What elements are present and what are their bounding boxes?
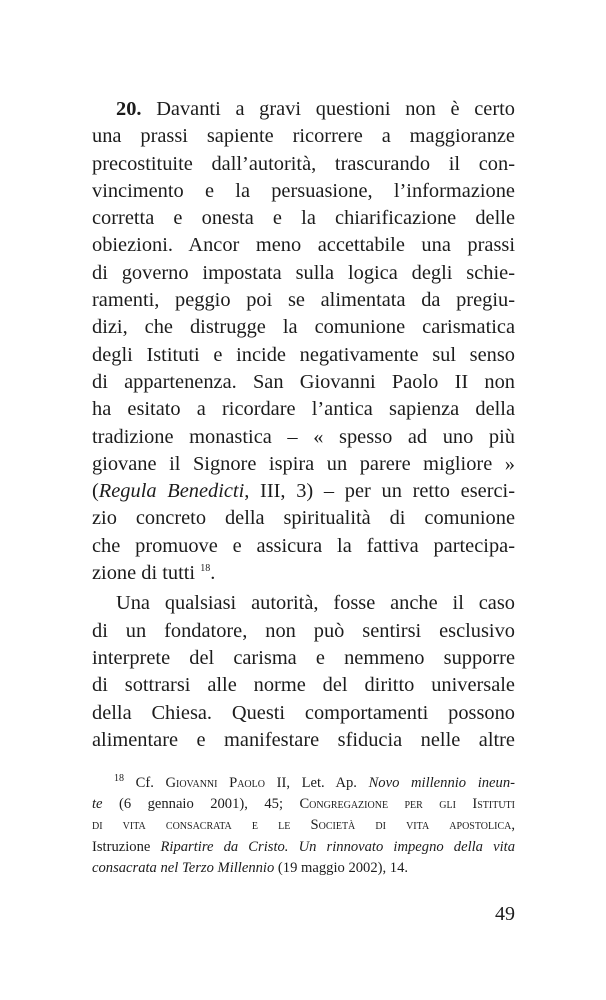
paragraph-line: Una qualsiasi autorità, fosse anche il caso <box>116 592 515 615</box>
cited-title: Regula Benedicti <box>98 480 245 503</box>
footnote-reference: 18 <box>200 563 211 575</box>
paragraph-line: precostituite dall’autorità, trascurando il con- <box>92 152 515 175</box>
paragraph-line: corretta e onesta e la chiarificazione delle <box>92 207 515 230</box>
paragraph-line: giovane il Signore ispira un parere migliore » <box>92 452 515 475</box>
paragraph-line: una prassi sapiente ricorrere a maggioranze <box>92 125 515 148</box>
footnote-line: consacrata nel Terzo Millennio (19 maggio 2002), 14. <box>92 859 409 876</box>
footnote-marker: 18 <box>114 773 124 785</box>
page-number: 49 <box>495 903 515 925</box>
paragraph-number: 20. <box>116 98 142 120</box>
footnote-line: Istruzione Ripartire da Cristo. Un rinnovato impegno della vita <box>92 838 515 855</box>
paragraph-line: di governo impostata sulla logica degli schie- <box>92 261 515 284</box>
paragraph-line: interprete del carisma e nemmeno supporre <box>92 646 515 669</box>
paragraph-line: della Chiesa. Questi comportamenti possono <box>92 701 515 724</box>
footnote-line: te (6 gennaio 2001), 45; Congregazione per gli Istituti <box>92 796 515 813</box>
footnote <box>92 773 515 879</box>
paragraph-line: che promuove e assicura la fattiva partecipa- <box>92 534 515 557</box>
paragraph-line: (Regula Benedicti, III, 3) – per un retto eserci- <box>92 480 515 503</box>
paragraph-line: di sottrarsi alle norme del diritto universale <box>92 674 515 697</box>
paragraph-line: 20. Davanti a gravi questioni non è certo <box>116 98 515 120</box>
paragraph-line: di appartenenza. San Giovanni Paolo II non <box>92 370 515 393</box>
paragraph-line: degli Istituti e incide negativamente sul senso <box>92 343 515 366</box>
paragraph-line: tradizione monastica – « spesso ad uno più <box>92 425 515 448</box>
paragraph-line: obiezioni. Ancor meno accettabile una prassi <box>92 234 515 257</box>
body-text <box>92 96 515 754</box>
footnote-line: di vita consacrata e le Società di vita apostolica, <box>92 817 515 834</box>
footnote-line: $^{18}$ Cf. Giovanni Paolo II, Let. Ap. Novo millennio ineun- <box>114 773 515 791</box>
paragraph-line: di un fondatore, non può sentirsi esclusivo <box>92 619 515 642</box>
paragraph-line: dizi, che distrugge la comunione carismatica <box>92 316 515 339</box>
paragraph-line: ha esitato a ricordare l’antica sapienza della <box>92 398 515 421</box>
paragraph-line: zio concreto della spiritualità di comunione <box>92 507 515 530</box>
paragraph-line: alimentare e manifestare sfiducia nelle altre <box>92 728 515 751</box>
paragraph-line: zione di tutti $^{18}$. <box>92 562 216 585</box>
paragraph-line: vincimento e la persuasione, l’informazione <box>92 179 515 202</box>
paragraph-line: ramenti, peggio poi se alimentata da pregiu- <box>92 289 515 312</box>
